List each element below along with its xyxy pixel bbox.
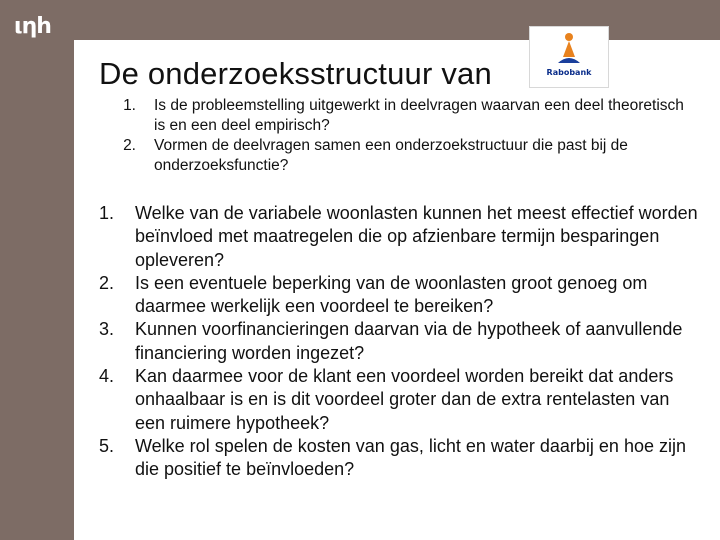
- list-text: Welke van de variabele woonlasten kunnen het meest effectief worden beïnvloed met maatregelen die op afzienbare termijn besparingen opleveren?: [135, 203, 698, 270]
- list-text: Vormen de deelvragen samen een onderzoekstructuur die past bij de onderzoeksfunctie?: [154, 137, 628, 174]
- inh-logo: ιηh: [14, 14, 51, 39]
- list-text: Welke rol spelen de kosten van gas, licht en water daarbij en hoe zijn die positief te beïnvloeden?: [135, 435, 686, 480]
- list-item: [92, 435, 702, 482]
- list-item: [92, 318, 702, 365]
- slide-panel: [74, 40, 720, 540]
- list-number: 4.: [98, 366, 114, 387]
- list-number: 3.: [98, 319, 114, 340]
- list-item: [92, 365, 702, 435]
- list-number: 1.: [98, 203, 114, 223]
- rabobank-emblem-icon: [530, 27, 608, 87]
- research-question-list: [92, 202, 702, 482]
- list-number: 5.: [98, 435, 114, 456]
- list-number: 1.: [123, 97, 136, 114]
- list-item: [114, 136, 694, 176]
- list-number: 2.: [123, 137, 136, 154]
- list-text: Is de probleemstelling uitgewerkt in deelvragen waarvan een deel theoretisch is en een deel empirisch?: [154, 97, 684, 134]
- list-item: [92, 272, 702, 319]
- list-item: [92, 202, 702, 272]
- rabobank-label: Rabobank: [546, 68, 592, 77]
- rabobank-logo: [529, 26, 609, 88]
- list-text: Kan daarmee voor de klant een voordeel worden bereikt dat anders onhaalbaar is en is dit voordeel groter dan de extra rentelasten van een ruimere hypotheek?: [135, 366, 674, 433]
- list-text: Is een eventuele beperking van de woonlasten groot genoeg om daarmee werkelijk een voordeel te bereiken?: [135, 272, 648, 317]
- list-item: [114, 96, 694, 136]
- list-text: Kunnen voorfinancieringen daarvan via de hypotheek of aanvullende financiering worden ingezet?: [135, 319, 683, 363]
- sub-question-list: [114, 96, 694, 176]
- slide-title: De onderzoeksstructuur van: [99, 56, 492, 91]
- list-number: 2.: [98, 272, 114, 293]
